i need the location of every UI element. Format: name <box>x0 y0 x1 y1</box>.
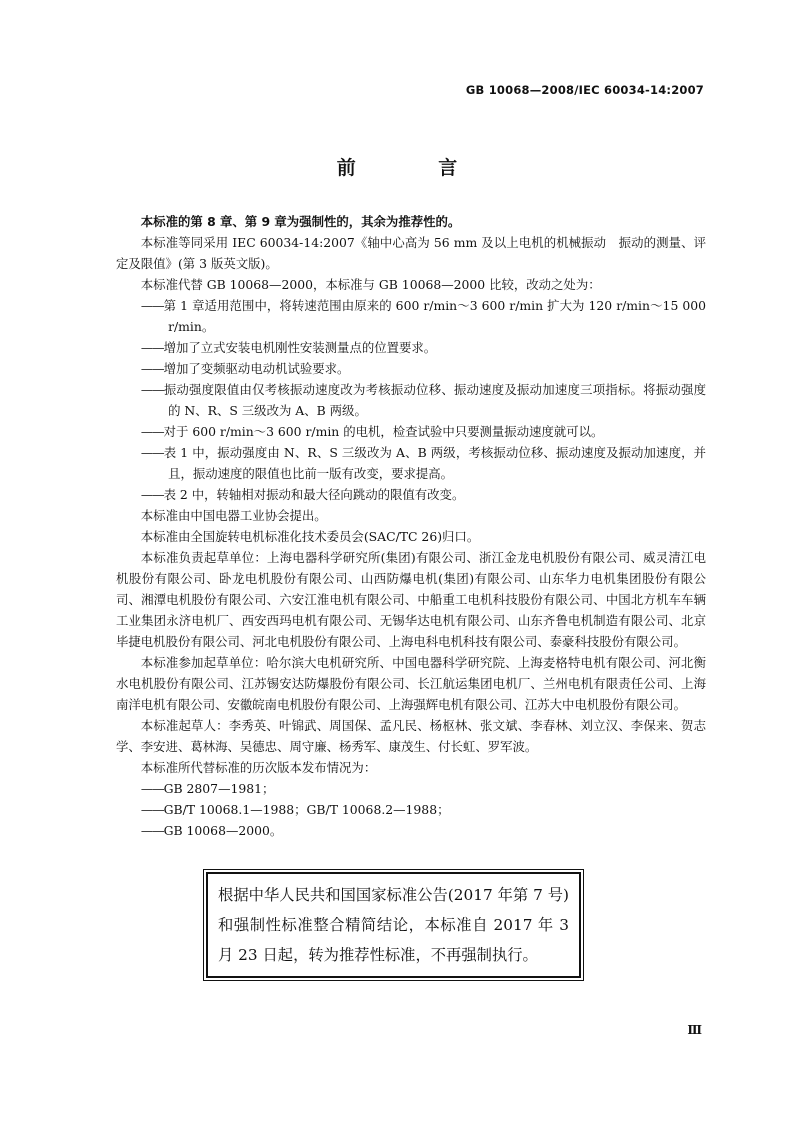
change-item <box>116 442 706 484</box>
change-item-text: 振动强度限值由仅考核振动速度改为考核振动位移、振动速度及振动加速度三项指标。将振动强度的 N、R、S 三级改为 A、B 两级。 <box>163 382 706 418</box>
change-item <box>116 337 706 358</box>
dash-marker: —— <box>140 298 164 313</box>
participating-drafters-statement: 本标准参加起草单位：哈尔滨大电机研究所、中国电器科学研究院、上海麦格特电机有限公司、河北衡水电机股份有限公司、江苏锡安达防爆股份有限公司、长江航运集团电机厂、兰州电机有限责任公司、上海南洋电机有限公司、安徽皖南电机股份有限公司、上海强辉电机有限公司、江苏大中电机股份有限公司。 <box>116 655 706 712</box>
lead-drafters-statement: 本标准负责起草单位：上海电器科学研究所(集团)有限公司、浙江金龙电机股份有限公司、威灵清江电机股份有限公司、卧龙电机股份有限公司、山西防爆电机(集团)有限公司、山东华力电机集团股份有限公司、湘潭电机股份有限公司、六安江淮电机有限公司、中船重工电机科技股份有限公司、中国北方机车车辆工业集团永济电机厂、西安西玛电机有限公司、无锡华达电机有限公司、山东齐鲁电机制造有限公司、北京毕捷电机股份有限公司、河北电机股份有限公司、上海电科电机科技有限公司、泰豪科技股份有限公司。 <box>116 550 706 649</box>
change-item-text: 表 2 中，转轴相对振动和最大径向跳动的限值有改变。 <box>163 487 465 502</box>
history-item-text: GB 10068—2000。 <box>163 823 283 838</box>
dash-marker: —— <box>140 382 164 397</box>
page-title: 前 言 <box>336 157 496 179</box>
standard-code-header: GB 10068—2008/IEC 60034-14:2007 <box>465 83 704 97</box>
proposer-statement: 本标准由中国电器工业协会提出。 <box>140 508 327 523</box>
dash-marker: —— <box>140 781 164 796</box>
page-number: Ⅲ <box>687 1023 702 1037</box>
history-item-text: GB/T 10068.1—1988；GB/T 10068.2—1988； <box>163 802 450 817</box>
committee-statement: 本标准由全国旋转电机标准化技术委员会(SAC/TC 26)归口。 <box>140 529 480 544</box>
dash-marker: —— <box>140 424 164 439</box>
dash-marker: —— <box>140 445 164 460</box>
foreword-body <box>116 211 706 841</box>
change-item <box>116 379 706 421</box>
change-item <box>116 295 706 337</box>
dash-marker: —— <box>140 361 164 376</box>
dash-marker: —— <box>140 802 164 817</box>
change-item <box>116 358 706 379</box>
dash-marker: —— <box>140 487 164 502</box>
drafters-names: 本标准起草人：李秀英、叶锦武、周国保、孟凡民、杨枢林、张文斌、李春林、刘立汉、李保来、贺志学、李安进、葛林海、吴德忠、周守廉、杨秀军、康茂生、付长虹、罗军波。 <box>116 718 706 754</box>
history-item <box>116 778 706 799</box>
status-notice-box: 根据中华人民共和国国家标准公告(2017 年第 7 号)和强制性标准整合精简结论，本标准自 2017 年 3 月 23 日起，转为推荐性标准，不再强制执行。 <box>206 872 581 978</box>
change-item-text: 表 1 中，振动强度由 N、R、S 三级改为 A、B 两级，考核振动位移、振动速度及振动加速度，并且，振动速度的限值也比前一版有改变，要求提高。 <box>163 445 706 481</box>
replacement-statement: 本标准代替 GB 10068—2000，本标准与 GB 10068—2000 比较，改动之处为： <box>140 277 601 292</box>
change-item-text: 增加了立式安装电机刚性安装测量点的位置要求。 <box>163 340 437 355</box>
adoption-statement: 本标准等同采用 IEC 60034-14:2007《轴中心高为 56 mm 及以上电机的机械振动 振动的测量、评定及限值》(第 3 版英文版)。 <box>116 235 706 271</box>
change-item <box>116 484 706 505</box>
change-item <box>116 421 706 442</box>
mandatory-clause-statement: 本标准的第 8 章、第 9 章为强制性的，其余为推荐性的。 <box>140 214 461 229</box>
history-intro: 本标准所代替标准的历次版本发布情况为： <box>140 760 377 775</box>
dash-marker: —— <box>140 340 164 355</box>
change-item-text: 第 1 章适用范围中，将转速范围由原来的 600 r/min～3 600 r/min 扩大为 120 r/min～15 000 r/min。 <box>163 298 706 334</box>
history-item <box>116 799 706 820</box>
history-item-text: GB 2807—1981； <box>163 781 275 796</box>
change-item-text: 增加了变频驱动电动机试验要求。 <box>163 361 350 376</box>
change-item-text: 对于 600 r/min～3 600 r/min 的电机，检查试验中只要测量振动速度就可以。 <box>163 424 604 439</box>
dash-marker: —— <box>140 823 164 838</box>
history-item <box>116 820 706 841</box>
